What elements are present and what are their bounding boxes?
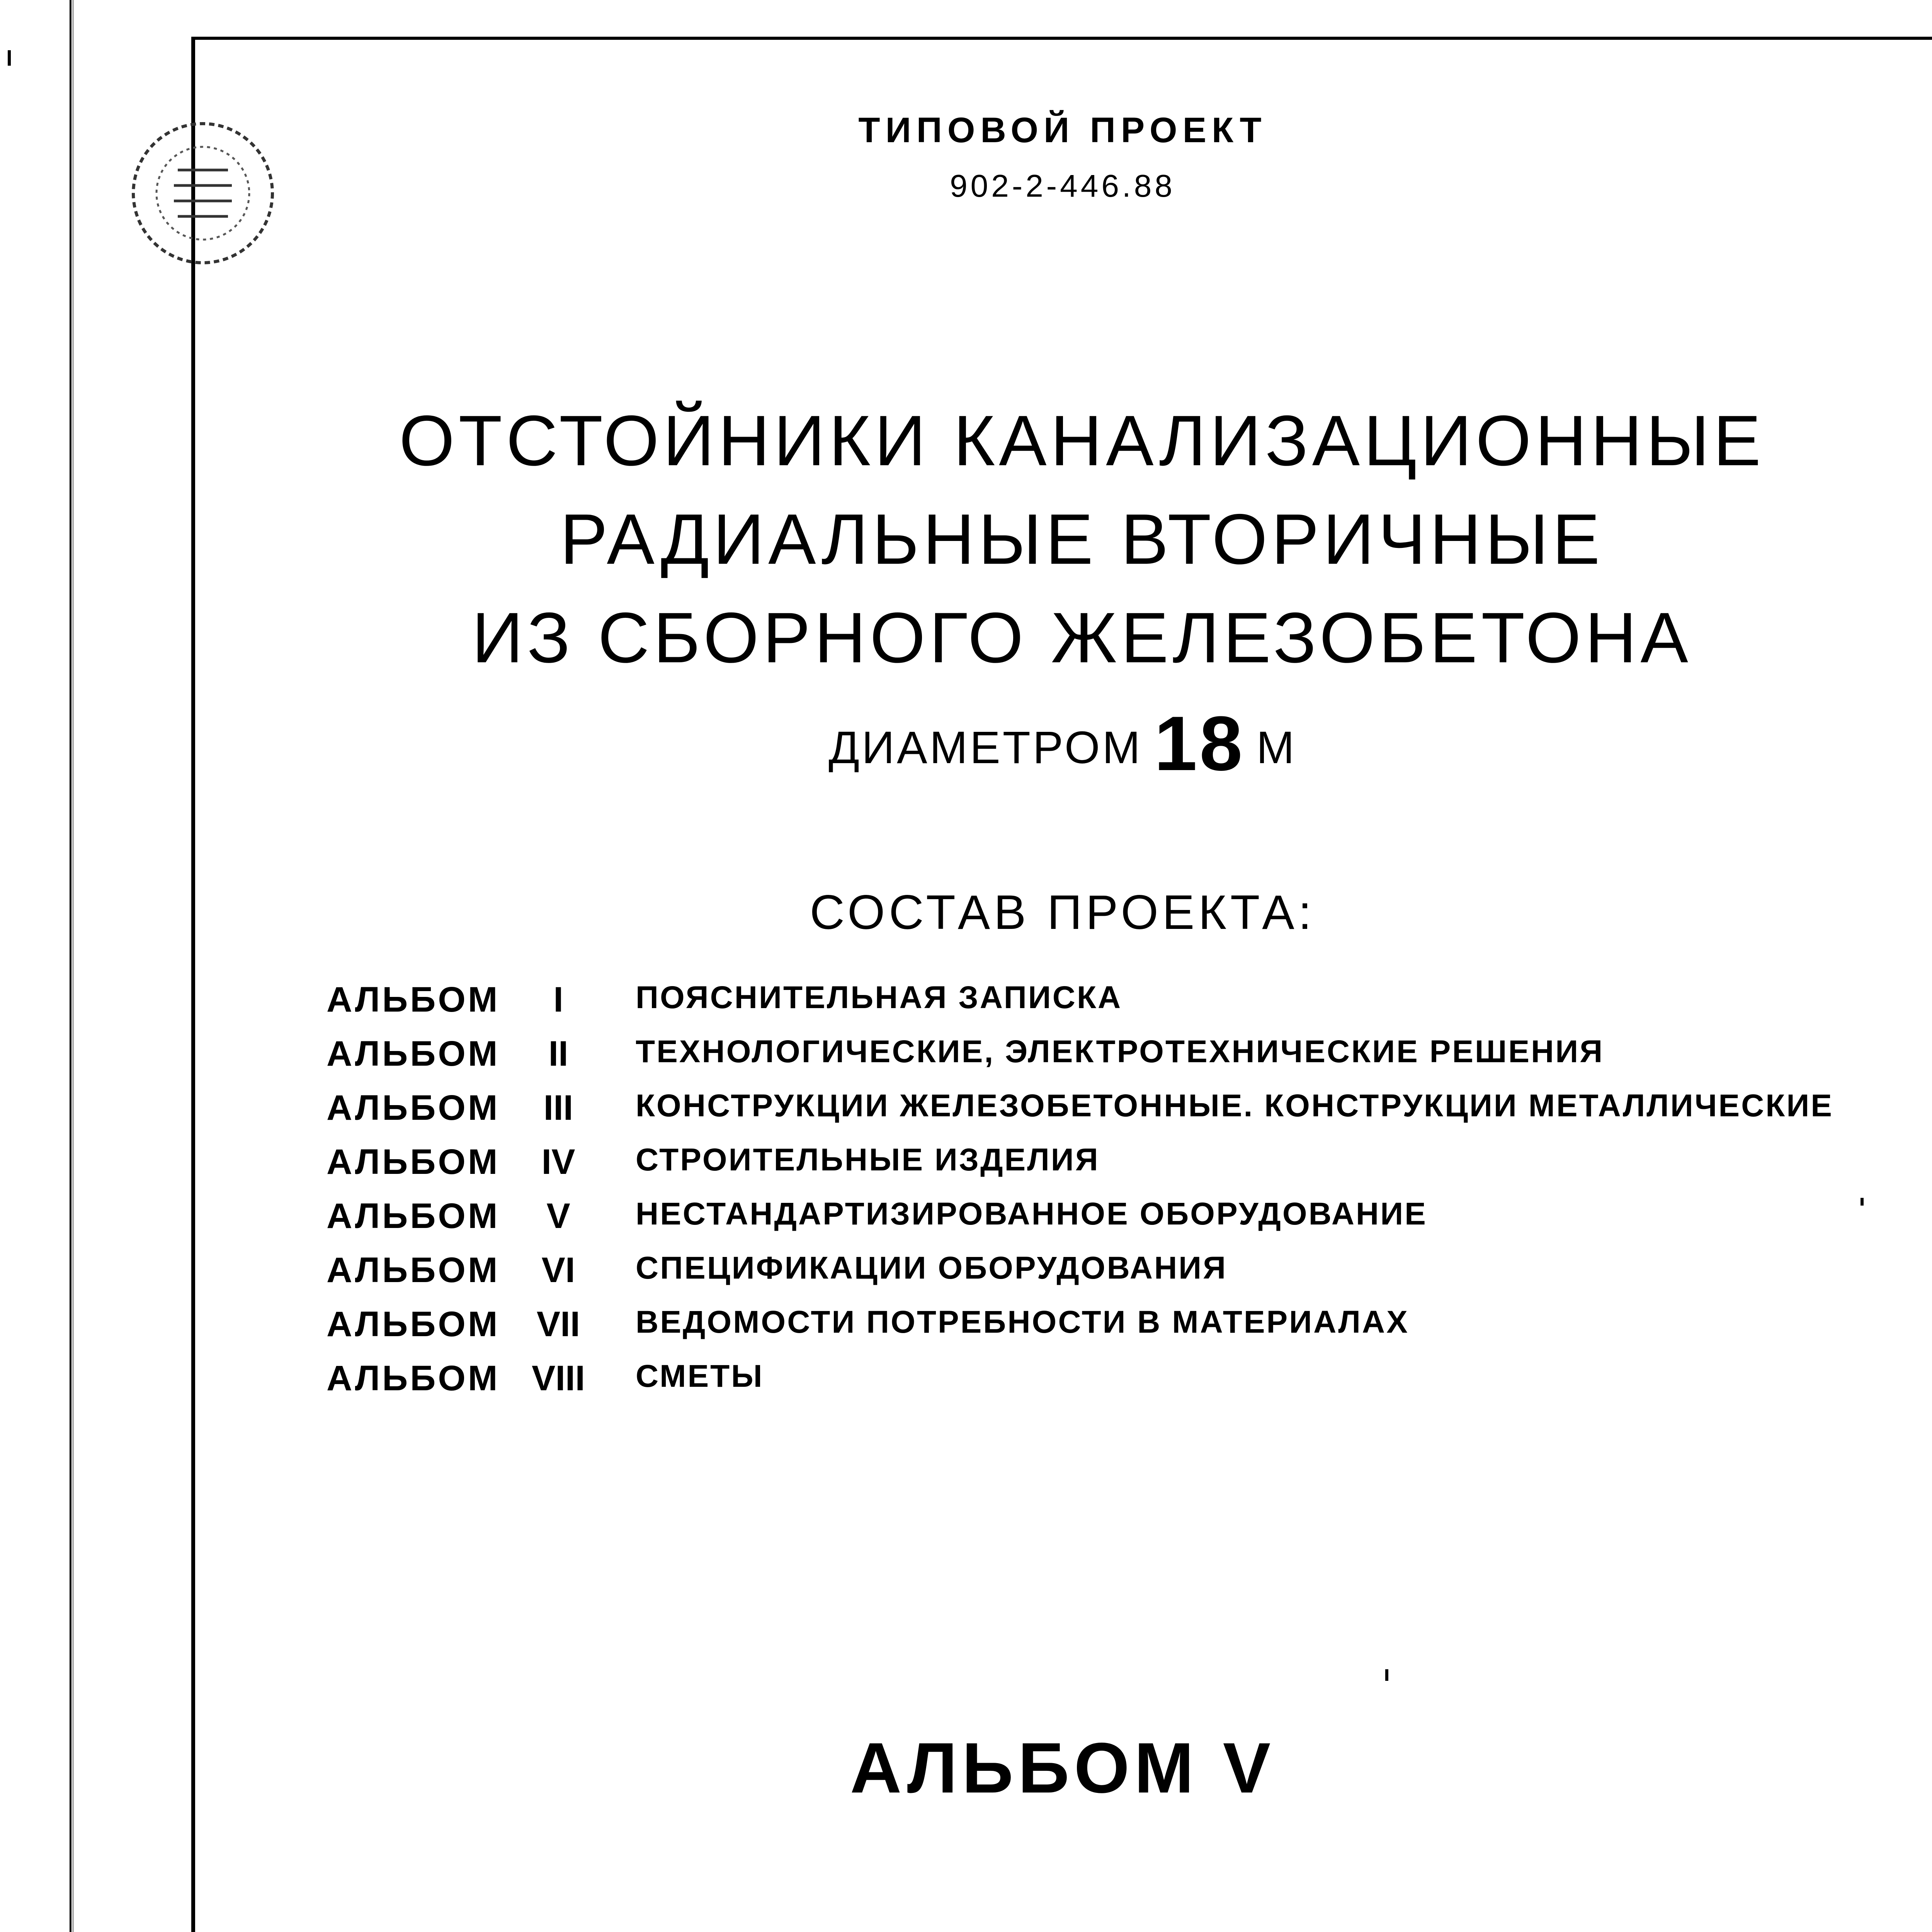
- album-number: VI: [541, 1250, 575, 1290]
- diameter-value: 18: [1154, 701, 1245, 787]
- album-word: АЛЬБОМ: [327, 1088, 500, 1128]
- diameter-unit: М: [1256, 722, 1297, 773]
- album-word: АЛЬБОМ: [327, 980, 500, 1019]
- album-number: V: [546, 1196, 570, 1236]
- institute-stamp-icon: [120, 112, 286, 274]
- scan-mark: [1385, 1669, 1388, 1681]
- album-number: II: [548, 1034, 568, 1073]
- scan-mark: [8, 50, 11, 66]
- album-number: VII: [536, 1304, 580, 1344]
- scan-mark: [1861, 1198, 1864, 1206]
- album-word: АЛЬБОМ: [327, 1196, 500, 1236]
- title-line-2: РАДИАЛЬНЫЕ ВТОРИЧНЫЕ: [560, 500, 1604, 579]
- album-word: АЛЬБОМ: [327, 1250, 500, 1290]
- album-word: АЛЬБОМ: [327, 1142, 500, 1182]
- project-number: 902-2-446.88: [950, 168, 1175, 204]
- album-number: IV: [541, 1142, 575, 1182]
- album-word: АЛЬБОМ: [327, 1304, 500, 1344]
- diameter-line: [657, 699, 1468, 788]
- album-description: ТЕХНОЛОГИЧЕСКИЕ, ЭЛЕКТРОТЕХНИЧЕСКИЕ РЕШЕНИЯ: [636, 1034, 1604, 1069]
- album-description: НЕСТАНДАРТИЗИРОВАННОЕ ОБОРУДОВАНИЕ: [636, 1196, 1427, 1231]
- title-line-3: ИЗ СБОРНОГО ЖЕЛЕЗОБЕТОНА: [472, 598, 1692, 678]
- album-word: АЛЬБОМ: [327, 1034, 500, 1073]
- album-number: I: [553, 980, 563, 1019]
- composition-heading: СОСТАВ ПРОЕКТА:: [810, 886, 1316, 939]
- album-description: ВЕДОМОСТИ ПОТРЕБНОСТИ В МАТЕРИАЛАХ: [636, 1304, 1409, 1340]
- title-line-1: ОТСТОЙНИКИ КАНАЛИЗАЦИОННЫЕ: [399, 401, 1765, 481]
- album-number: III: [543, 1088, 573, 1128]
- project-type-label: ТИПОВОЙ ПРОЕКТ: [858, 111, 1267, 150]
- album-number: VIII: [531, 1359, 585, 1398]
- album-description: КОНСТРУКЦИИ ЖЕЛЕЗОБЕТОННЫЕ. КОНСТРУКЦИИ МЕТАЛЛИЧЕСКИЕ: [636, 1088, 1833, 1123]
- current-album-title: АЛЬБОМ V: [850, 1728, 1276, 1808]
- album-description: ПОЯСНИТЕЛЬНАЯ ЗАПИСКА: [636, 980, 1122, 1015]
- album-description: СПЕЦИФИКАЦИИ ОБОРУДОВАНИЯ: [636, 1250, 1228, 1286]
- album-description: СМЕТЫ: [636, 1359, 764, 1394]
- diameter-prefix: ДИАМЕТРОМ: [828, 722, 1143, 773]
- album-description: СТРОИТЕЛЬНЫЕ ИЗДЕЛИЯ: [636, 1142, 1100, 1177]
- album-word: АЛЬБОМ: [327, 1359, 500, 1398]
- left-binding-line: [70, 0, 71, 1932]
